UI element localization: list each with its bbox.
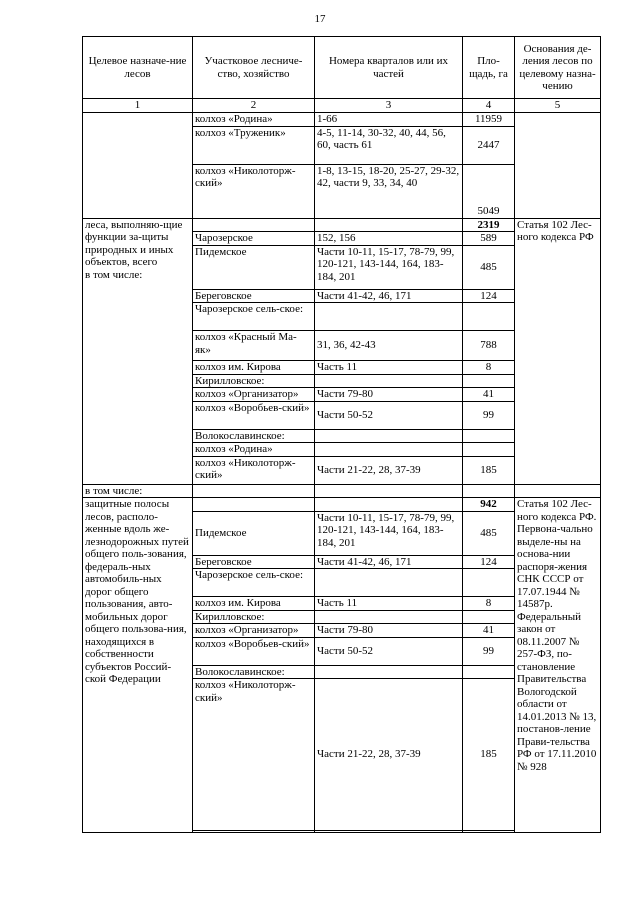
table-row [83, 112, 601, 126]
quarters-cell: Часть 11 [315, 361, 463, 375]
quarters-cell: 1-66 [315, 112, 463, 126]
district-cell: колхоз «Воробьев-ский» [193, 637, 315, 665]
area-cell: 5049 [463, 164, 515, 218]
quarters-cell [315, 610, 463, 624]
header-basis: Основания де-ления лесов по целевому назна-чению [515, 37, 601, 99]
quarters-cell: Части 50-52 [315, 401, 463, 429]
quarters-cell [315, 569, 463, 597]
quarters-cell: Части 21-22, 28, 37-39 [315, 456, 463, 484]
district-cell: колхоз «Воробьев-ский» [193, 401, 315, 429]
area-cell: 8 [463, 597, 515, 611]
district-cell [193, 484, 315, 498]
quarters-cell: 152, 156 [315, 232, 463, 246]
quarters-cell: Части 10-11, 15-17, 78-79, 99, 120-121, 143-144, 164, 183-184, 201 [315, 511, 463, 555]
area-cell: 788 [463, 331, 515, 361]
district-cell: Пидемское [193, 511, 315, 555]
district-cell: колхоз им. Кирова [193, 597, 315, 611]
column-number-row [83, 99, 601, 113]
quarters-cell: Части 10-11, 15-17, 78-79, 99, 120-121, 143-144, 164, 183-184, 201 [315, 245, 463, 289]
area-cell: 485 [463, 245, 515, 289]
basis-cell [515, 112, 601, 218]
header-district: Участковое лесниче-ство, хозяйство [193, 37, 315, 99]
table-row [83, 498, 601, 512]
area-cell [463, 443, 515, 457]
quarters-cell: Части 41-42, 46, 171 [315, 289, 463, 303]
area-cell [463, 303, 515, 331]
district-cell: Пидемское [193, 245, 315, 289]
table-row [83, 218, 601, 232]
quarters-cell [315, 429, 463, 443]
quarters-cell [315, 374, 463, 388]
header-purpose: Целевое назначе-ние лесов [83, 37, 193, 99]
quarters-cell: Части 79-80 [315, 624, 463, 638]
area-cell: 99 [463, 637, 515, 665]
col-num-5: 5 [515, 99, 601, 113]
quarters-cell [315, 303, 463, 331]
quarters-cell [315, 443, 463, 457]
quarters-cell: Части 50-52 [315, 637, 463, 665]
header-row [83, 37, 601, 99]
basis-cell: Статья 102 Лес-ного кодекса РФ [515, 218, 601, 484]
district-cell: колхоз «Николоторж-ский» [193, 679, 315, 831]
district-cell: колхоз «Организатор» [193, 388, 315, 402]
basis-cell: Статья 102 Лес-ного кодекса РФ. Первона-чально выделе-ны на основа-нии распоря-жения СНК СССР от 17.07.1944 № 14587р. Федеральный закон от 08.11.2007 № 257-ФЗ, по-становление Правительства Вологодской области от 14.01.2013 № 13, постанов-ление Прави-тельства РФ от 17.11.2010 № 928 [515, 498, 601, 833]
col-num-1: 1 [83, 99, 193, 113]
area-cell [463, 665, 515, 679]
purpose-cell: в том числе: [83, 484, 193, 498]
quarters-cell: 31, 36, 42-43 [315, 331, 463, 361]
area-cell [463, 569, 515, 597]
page-number: 17 [314, 13, 326, 25]
quarters-cell [315, 484, 463, 498]
quarters-cell [315, 831, 463, 833]
district-cell: Чарозерское [193, 232, 315, 246]
quarters-cell [315, 498, 463, 512]
area-cell: 41 [463, 624, 515, 638]
purpose-cell: защитные полосы лесов, располо-женные вдоль же-лезнодорожных путей общего поль-зования, федераль-ных автомобиль-ных дорог общего пользования, авто-мобильных дорог общего пользова-ния, находящихся в собственности субъектов Россий-ской Федерации [83, 498, 193, 833]
col-num-3: 3 [315, 99, 463, 113]
quarters-cell [315, 218, 463, 232]
area-cell: 2447 [463, 126, 515, 164]
area-cell [463, 831, 515, 833]
district-cell [193, 498, 315, 512]
area-cell: 11959 [463, 112, 515, 126]
quarters-cell: Части 21-22, 28, 37-39 [315, 679, 463, 831]
area-cell: 8 [463, 361, 515, 375]
header-quarters: Номера кварталов или их частей [315, 37, 463, 99]
district-cell [193, 218, 315, 232]
area-cell: 185 [463, 456, 515, 484]
district-cell: Береговское [193, 555, 315, 569]
quarters-cell [315, 665, 463, 679]
district-cell: Волокославинское: [193, 665, 315, 679]
district-cell: колхоз «Труженик» [193, 126, 315, 164]
quarters-cell: Части 79-80 [315, 388, 463, 402]
area-cell: 99 [463, 401, 515, 429]
area-cell [463, 610, 515, 624]
area-cell [463, 429, 515, 443]
district-cell [193, 831, 315, 833]
district-cell: колхоз «Николоторж-ский» [193, 164, 315, 218]
purpose-cell: леса, выполняю-щие функции за-щиты природных и иных объектов, всего в том числе: [83, 218, 193, 484]
district-cell: Береговское [193, 289, 315, 303]
quarters-cell: 4-5, 11-14, 30-32, 40, 44, 56, 60, часть 61 [315, 126, 463, 164]
quarters-cell: 1-8, 13-15, 18-20, 25-27, 29-32, 42, части 9, 33, 34, 40 [315, 164, 463, 218]
district-cell: Кирилловское: [193, 610, 315, 624]
district-cell: колхоз «Организатор» [193, 624, 315, 638]
area-cell [463, 484, 515, 498]
area-cell: 124 [463, 555, 515, 569]
district-cell: колхоз «Родина» [193, 112, 315, 126]
area-total-cell: 2319 [463, 218, 515, 232]
area-cell: 41 [463, 388, 515, 402]
quarters-cell: Часть 11 [315, 597, 463, 611]
district-cell: колхоз «Красный Ма-як» [193, 331, 315, 361]
area-total-cell: 942 [463, 498, 515, 512]
district-cell: колхоз «Родина» [193, 443, 315, 457]
district-cell: колхоз «Николоторж-ский» [193, 456, 315, 484]
table-row [83, 484, 601, 498]
area-cell: 589 [463, 232, 515, 246]
forest-purpose-table [82, 36, 601, 833]
quarters-cell: Части 41-42, 46, 171 [315, 555, 463, 569]
area-cell: 185 [463, 679, 515, 831]
district-cell: колхоз им. Кирова [193, 361, 315, 375]
area-cell: 485 [463, 511, 515, 555]
district-cell: Кирилловское: [193, 374, 315, 388]
basis-cell [515, 484, 601, 498]
district-cell: Волокославинское: [193, 429, 315, 443]
col-num-4: 4 [463, 99, 515, 113]
col-num-2: 2 [193, 99, 315, 113]
area-cell [463, 374, 515, 388]
area-cell: 124 [463, 289, 515, 303]
district-cell: Чарозерское сель-ское: [193, 569, 315, 597]
district-cell: Чарозерское сель-ское: [193, 303, 315, 331]
header-area: Пло-щадь, га [463, 37, 515, 99]
purpose-cell [83, 112, 193, 218]
